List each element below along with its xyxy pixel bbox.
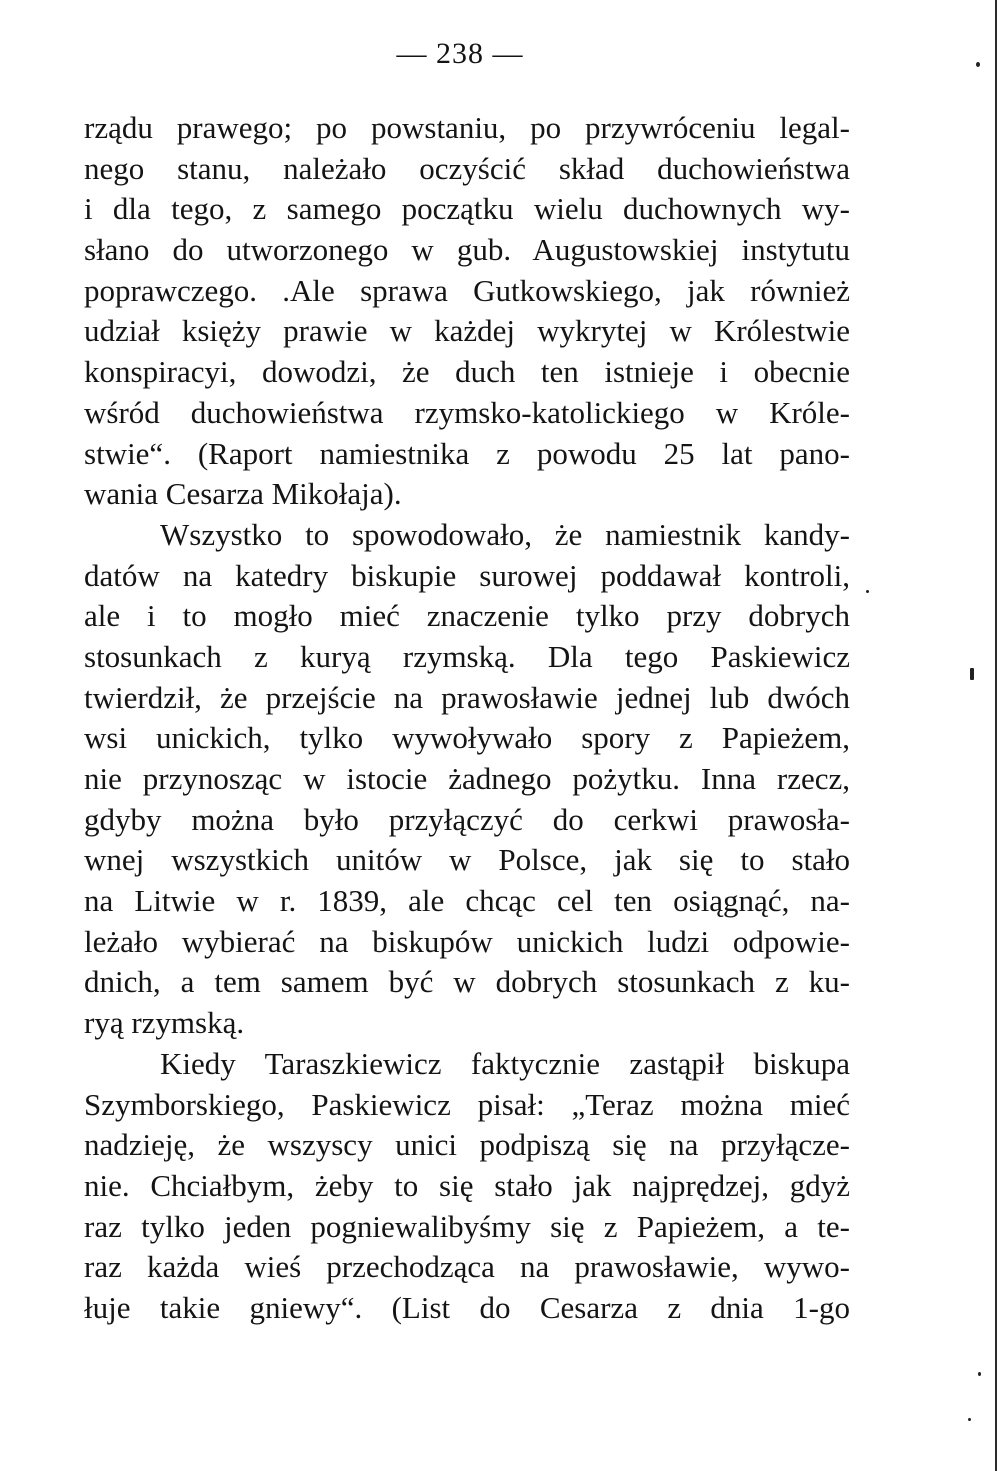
- text-body: [84, 108, 850, 1329]
- text-line: nie. Chciałbym, żeby to się stało jak najprędzej, gdyż: [84, 1167, 850, 1203]
- text-line: datów na katedry biskupie surowej poddawał kontroli,: [84, 557, 850, 593]
- text-line: wśród duchowieństwa rzymsko-katolickiego w Króle-: [84, 394, 850, 430]
- page-number: — 238 —: [396, 37, 524, 70]
- ink-speck: [970, 668, 974, 680]
- ink-speck: [976, 62, 980, 67]
- text-line: nadzieję, że wszyscy unici podpiszą się na przyłącze-: [84, 1127, 850, 1163]
- edge-rule: [995, 0, 997, 1471]
- text-line: wsi unickich, tylko wywoływało spory z Papieżem,: [84, 720, 850, 756]
- paragraph: [84, 515, 850, 1044]
- text-line: wnej wszystkich unitów w Polsce, jak się to stało: [84, 842, 850, 878]
- text-line: twierdził, że przejście na prawosławie jednej lub dwóch: [84, 679, 850, 715]
- text-line: nie przynosząc w istocie żadnego pożytku. Inna rzecz,: [84, 761, 850, 796]
- text-line: gdyby można było przyłączyć do cerkwi prawosła-: [84, 801, 850, 837]
- text-line: nego stanu, należało oczyścić skład duchowieństwa: [84, 150, 850, 186]
- text-line: poprawczego. .Ale sprawa Gutkowskiego, jak również: [84, 272, 850, 308]
- text-line: konspiracyi, dowodzi, że duch ten istnieje i obecnie: [84, 354, 850, 390]
- paragraph: [84, 1044, 850, 1329]
- text-line: wania Cesarza Mikołaja).: [84, 476, 402, 512]
- text-line: Szymborskiego, Paskiewicz pisał: „Teraz można mieć: [84, 1086, 850, 1122]
- ink-speck: [978, 1372, 981, 1376]
- text-line: dnich, a tem samem być w dobrych stosunkach z ku-: [84, 964, 850, 1000]
- text-line: ale i to mogło mieć znaczenie tylko przy dobrych: [84, 598, 850, 634]
- ink-speck: [968, 1418, 971, 1421]
- text-line: leżało wybierać na biskupów unickich ludzi odpowie-: [84, 923, 850, 959]
- text-line: raz każda wieś przechodząca na prawosławie, wywo-: [84, 1249, 850, 1285]
- page-edge-border: [986, 0, 1000, 1471]
- ink-speck: [866, 590, 869, 593]
- text-line: Wszystko to spowodowało, że namiestnik kandy-: [160, 516, 850, 552]
- text-line: rządu prawego; po powstaniu, po przywróceniu legal-: [84, 110, 850, 145]
- text-line: udział księży prawie w każdej wykrytej w Królestwie: [84, 313, 850, 349]
- text-line: stwie“. (Raport namiestnika z powodu 25 lat pano-: [84, 435, 850, 471]
- text-line: ryą rzymską.: [84, 1005, 245, 1041]
- text-line: łuje takie gniewy“. (List do Cesarza z dnia 1-go: [84, 1289, 850, 1325]
- text-line: i dla tego, z samego początku wielu duchownych wy-: [84, 191, 850, 227]
- text-line: stosunkach z kuryą rzymską. Dla tego Paskiewicz: [84, 638, 850, 674]
- paragraph: [84, 108, 850, 515]
- text-line: na Litwie w r. 1839, ale chcąc cel ten osiągnąć, na-: [84, 883, 850, 919]
- text-line: słano do utworzonego w gub. Augustowskiej instytutu: [84, 232, 850, 268]
- text-line: raz tylko jeden pogniewalibyśmy się z Papieżem, a te-: [84, 1208, 850, 1244]
- text-line: Kiedy Taraszkiewicz faktycznie zastąpił biskupa: [160, 1045, 850, 1081]
